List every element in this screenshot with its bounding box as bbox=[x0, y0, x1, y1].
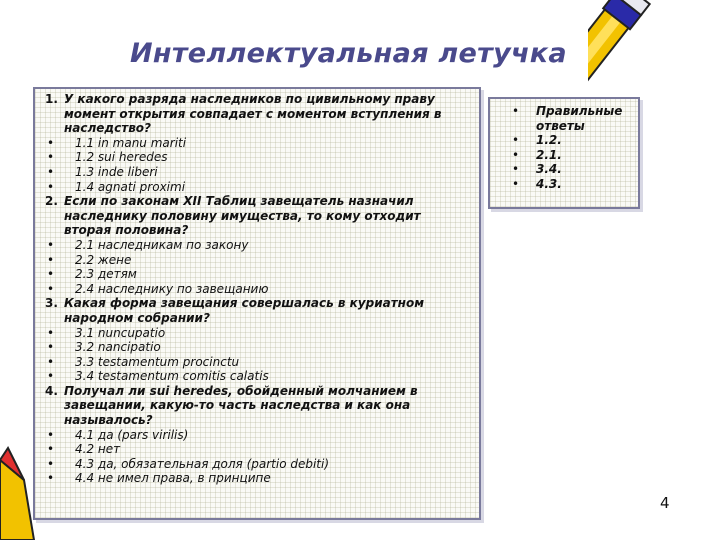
question-1 bbox=[45, 92, 471, 107]
option-item bbox=[45, 355, 471, 370]
option-text: 1.2 sui heredes bbox=[75, 150, 168, 165]
question-text-cont: наследнику половину имущества, то кому отходит bbox=[64, 208, 421, 223]
bullet-icon: • bbox=[47, 237, 55, 252]
option-item bbox=[45, 442, 471, 457]
option-item bbox=[45, 136, 471, 151]
question-text: Если по законам XII Таблиц завещатель назначил bbox=[64, 194, 414, 209]
question-number: 1. bbox=[45, 92, 58, 106]
question-number: 3. bbox=[45, 296, 58, 311]
bullet-icon: • bbox=[47, 442, 55, 457]
option-text: 1.4 agnati proximi bbox=[75, 179, 186, 194]
bullet-icon: • bbox=[47, 267, 55, 282]
bullet-icon: • bbox=[47, 179, 55, 194]
answers-heading-cont: ответы bbox=[536, 118, 585, 133]
question-text-cont: завещании, какую-то часть наследства и как она bbox=[64, 398, 411, 413]
option-text: 2.3 детям bbox=[75, 267, 137, 282]
option-item bbox=[45, 253, 471, 268]
page-number: 4 bbox=[660, 494, 670, 512]
option-text: 3.4 testamentum comitis calatis bbox=[75, 369, 269, 384]
option-item bbox=[45, 457, 471, 472]
question-text: Получал ли sui heredes, обойденный молчанием в bbox=[64, 383, 418, 398]
question-text: У какого разряда наследников по цивильному праву bbox=[64, 92, 435, 106]
option-text: 4.1 да (pars virilis) bbox=[75, 427, 189, 442]
bullet-icon: • bbox=[512, 176, 520, 191]
answer-text: 2.1. bbox=[536, 147, 562, 162]
bullet-icon: • bbox=[512, 104, 520, 118]
option-item bbox=[45, 165, 471, 180]
option-text: 3.3 testamentum procinctu bbox=[75, 354, 240, 369]
question-2 bbox=[45, 194, 471, 209]
option-text: 3.2 nancipatio bbox=[75, 340, 161, 355]
answers-heading: Правильные bbox=[536, 104, 623, 118]
question-text-cont: момент открытия совпадает с моментом вступления в bbox=[64, 106, 442, 121]
bullet-icon: • bbox=[47, 427, 55, 442]
question-text-cont: называлось? bbox=[64, 413, 153, 428]
question-number: 4. bbox=[45, 383, 58, 398]
option-item bbox=[45, 282, 471, 297]
answer-item bbox=[498, 177, 634, 192]
option-item bbox=[45, 340, 471, 355]
question-4 bbox=[45, 384, 471, 399]
option-text: 1.3 inde liberi bbox=[75, 164, 158, 179]
bullet-icon: • bbox=[47, 369, 55, 384]
option-item bbox=[45, 428, 471, 443]
answer-text: 3.4. bbox=[536, 162, 562, 177]
bullet-icon: • bbox=[47, 456, 55, 471]
bullet-icon: • bbox=[47, 471, 55, 486]
page-title: Интеллектуальная летучка bbox=[130, 38, 567, 69]
bullet-icon: • bbox=[47, 135, 55, 150]
question-text-cont: народном собрании? bbox=[64, 310, 210, 325]
option-item bbox=[45, 267, 471, 282]
option-item bbox=[45, 238, 471, 253]
option-text: 3.1 nuncupatio bbox=[75, 325, 166, 340]
bullet-icon: • bbox=[47, 281, 55, 296]
bullet-icon: • bbox=[512, 133, 520, 148]
bullet-icon: • bbox=[47, 325, 55, 340]
bullet-icon: • bbox=[47, 150, 55, 165]
option-item bbox=[45, 369, 471, 384]
question-number: 2. bbox=[45, 194, 58, 209]
answer-item bbox=[498, 148, 634, 163]
option-text: 2.1 наследникам по закону bbox=[75, 237, 249, 252]
bullet-icon: • bbox=[47, 340, 55, 355]
answer-item bbox=[498, 162, 634, 177]
bullet-icon: • bbox=[47, 252, 55, 267]
question-3 bbox=[45, 296, 471, 311]
option-item bbox=[45, 150, 471, 165]
bullet-icon: • bbox=[47, 164, 55, 179]
bullet-icon: • bbox=[512, 162, 520, 177]
option-item bbox=[45, 471, 471, 486]
option-text: 1.1 in manu mariti bbox=[75, 135, 187, 150]
option-item bbox=[45, 326, 471, 341]
answer-text: 1.2. bbox=[536, 133, 562, 148]
question-text-cont: наследство? bbox=[64, 121, 151, 136]
answer-item bbox=[498, 133, 634, 148]
quiz-panel bbox=[33, 87, 481, 520]
option-text: 4.2 нет bbox=[75, 442, 121, 457]
answers-panel bbox=[488, 97, 640, 209]
option-text: 2.4 наследнику по завещанию bbox=[75, 281, 269, 296]
option-text: 4.3 да, обязательная доля (partio debiti) bbox=[75, 456, 330, 471]
option-text: 2.2 жене bbox=[75, 252, 132, 267]
option-text: 4.4 не имел права, в принципе bbox=[75, 471, 271, 486]
option-item bbox=[45, 180, 471, 195]
bullet-icon: • bbox=[512, 147, 520, 162]
bullet-icon: • bbox=[47, 354, 55, 369]
answer-text: 4.3. bbox=[536, 176, 562, 191]
question-text-cont: вторая половина? bbox=[64, 223, 189, 238]
question-text: Какая форма завещания совершалась в куриатном bbox=[64, 296, 425, 311]
